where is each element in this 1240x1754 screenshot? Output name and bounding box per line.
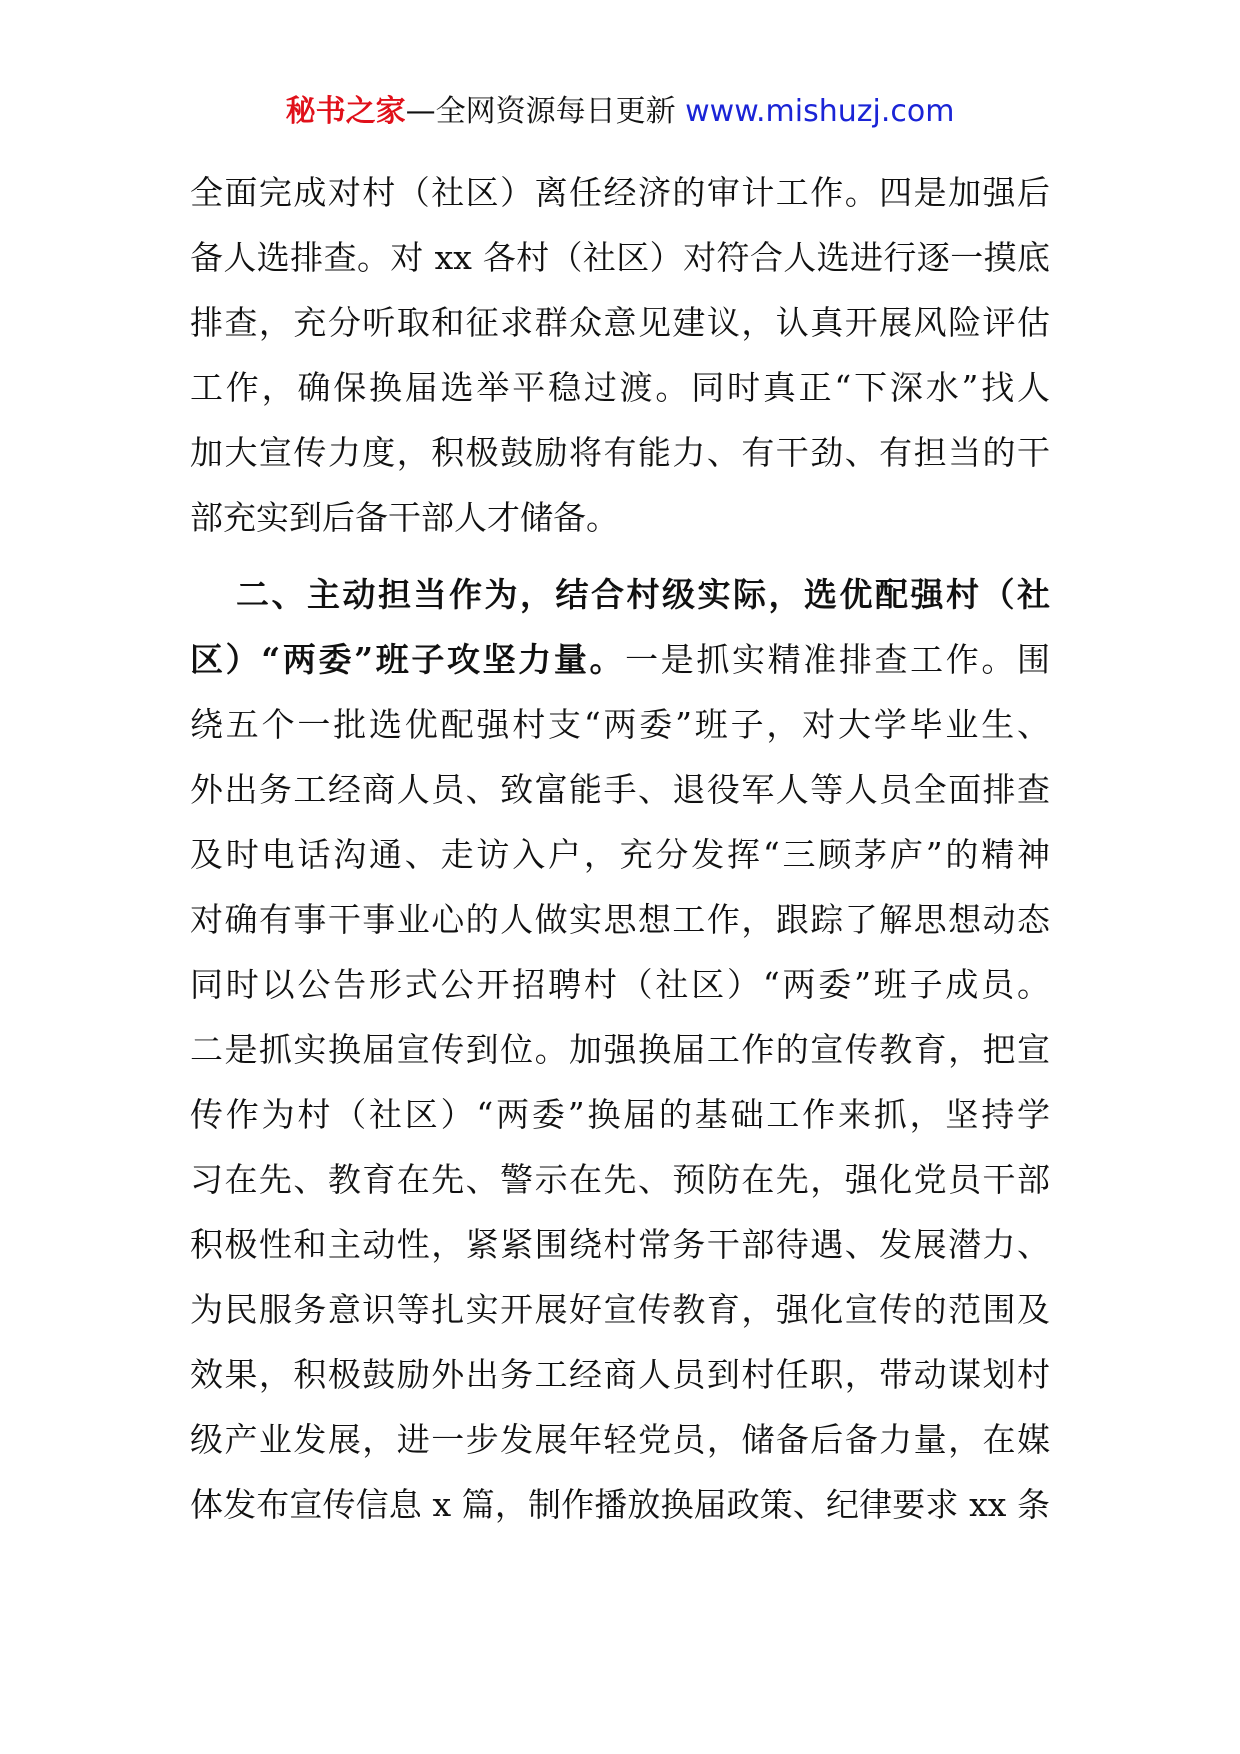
paragraph2-line: 对确有事干事业心的人做实思想工作，跟踪了解思想动态 [190, 900, 1050, 939]
header-url[interactable]: www.mishuzj.com [685, 94, 955, 129]
site-header [0, 92, 1240, 132]
paragraph1-line: 排查，充分听取和征求群众意见建议，认真开展风险评估 [190, 303, 1050, 342]
section-heading-line2: 区）“两委”班子攻坚力量。 [190, 640, 626, 679]
header-brand: 秘书之家 [285, 94, 406, 129]
paragraph2-line: 同时以公告形式公开招聘村（社区）“两委”班子成员。 [190, 965, 1050, 1004]
paragraph1-line: 部充实到后备干部人才储备。 [190, 498, 619, 537]
document-body [190, 160, 1050, 1537]
paragraph2-line: 二是抓实换届宣传到位。加强换届工作的宣传教育，把宣 [190, 1030, 1050, 1069]
paragraph2-line: 体发布宣传信息 x 篇，制作播放换届政策、纪律要求 xx 条 [190, 1485, 1050, 1524]
paragraph2-line: 为民服务意识等扎实开展好宣传教育，强化宣传的范围及 [190, 1290, 1050, 1329]
paragraph1-line: 全面完成对村（社区）离任经济的审计工作。四是加强后 [190, 173, 1050, 212]
header-slogan: —全网资源每日更新 [405, 94, 676, 129]
paragraph2-line: 级产业发展，进一步发展年轻党员，储备后备力量，在媒 [190, 1420, 1050, 1459]
paragraph2-line: 传作为村（社区）“两委”换届的基础工作来抓，坚持学 [190, 1095, 1050, 1134]
paragraph2-line: 习在先、教育在先、警示在先、预防在先，强化党员干部 [190, 1160, 1050, 1199]
paragraph2-line2-rest: 一是抓实精准排查工作。围 [625, 640, 1050, 679]
paragraph2-line: 外出务工经商人员、致富能手、退役军人等人员全面排查 [190, 770, 1050, 809]
paragraph2-line: 效果，积极鼓励外出务工经商人员到村任职，带动谋划村 [190, 1355, 1050, 1394]
paragraph2-line: 绕五个一批选优配强村支“两委”班子，对大学毕业生、 [190, 705, 1050, 744]
paragraph1-line: 加大宣传力度，积极鼓励将有能力、有干劲、有担当的干 [190, 433, 1050, 472]
paragraph1-line: 工作，确保换届选举平稳过渡。同时真正“下深水”找人 [190, 368, 1050, 407]
paragraph2-line2 [190, 627, 1050, 692]
section-heading-line1: 二、主动担当作为，结合村级实际，选优配强村（社 [236, 575, 1050, 614]
paragraph1-line: 备人选排查。对 xx 各村（社区）对符合人选进行逐一摸底 [190, 238, 1050, 277]
paragraph2-line: 积极性和主动性，紧紧围绕村常务干部待遇、发展潜力、 [190, 1225, 1050, 1264]
paragraph2-line: 及时电话沟通、走访入户，充分发挥“三顾茅庐”的精神 [190, 835, 1050, 874]
